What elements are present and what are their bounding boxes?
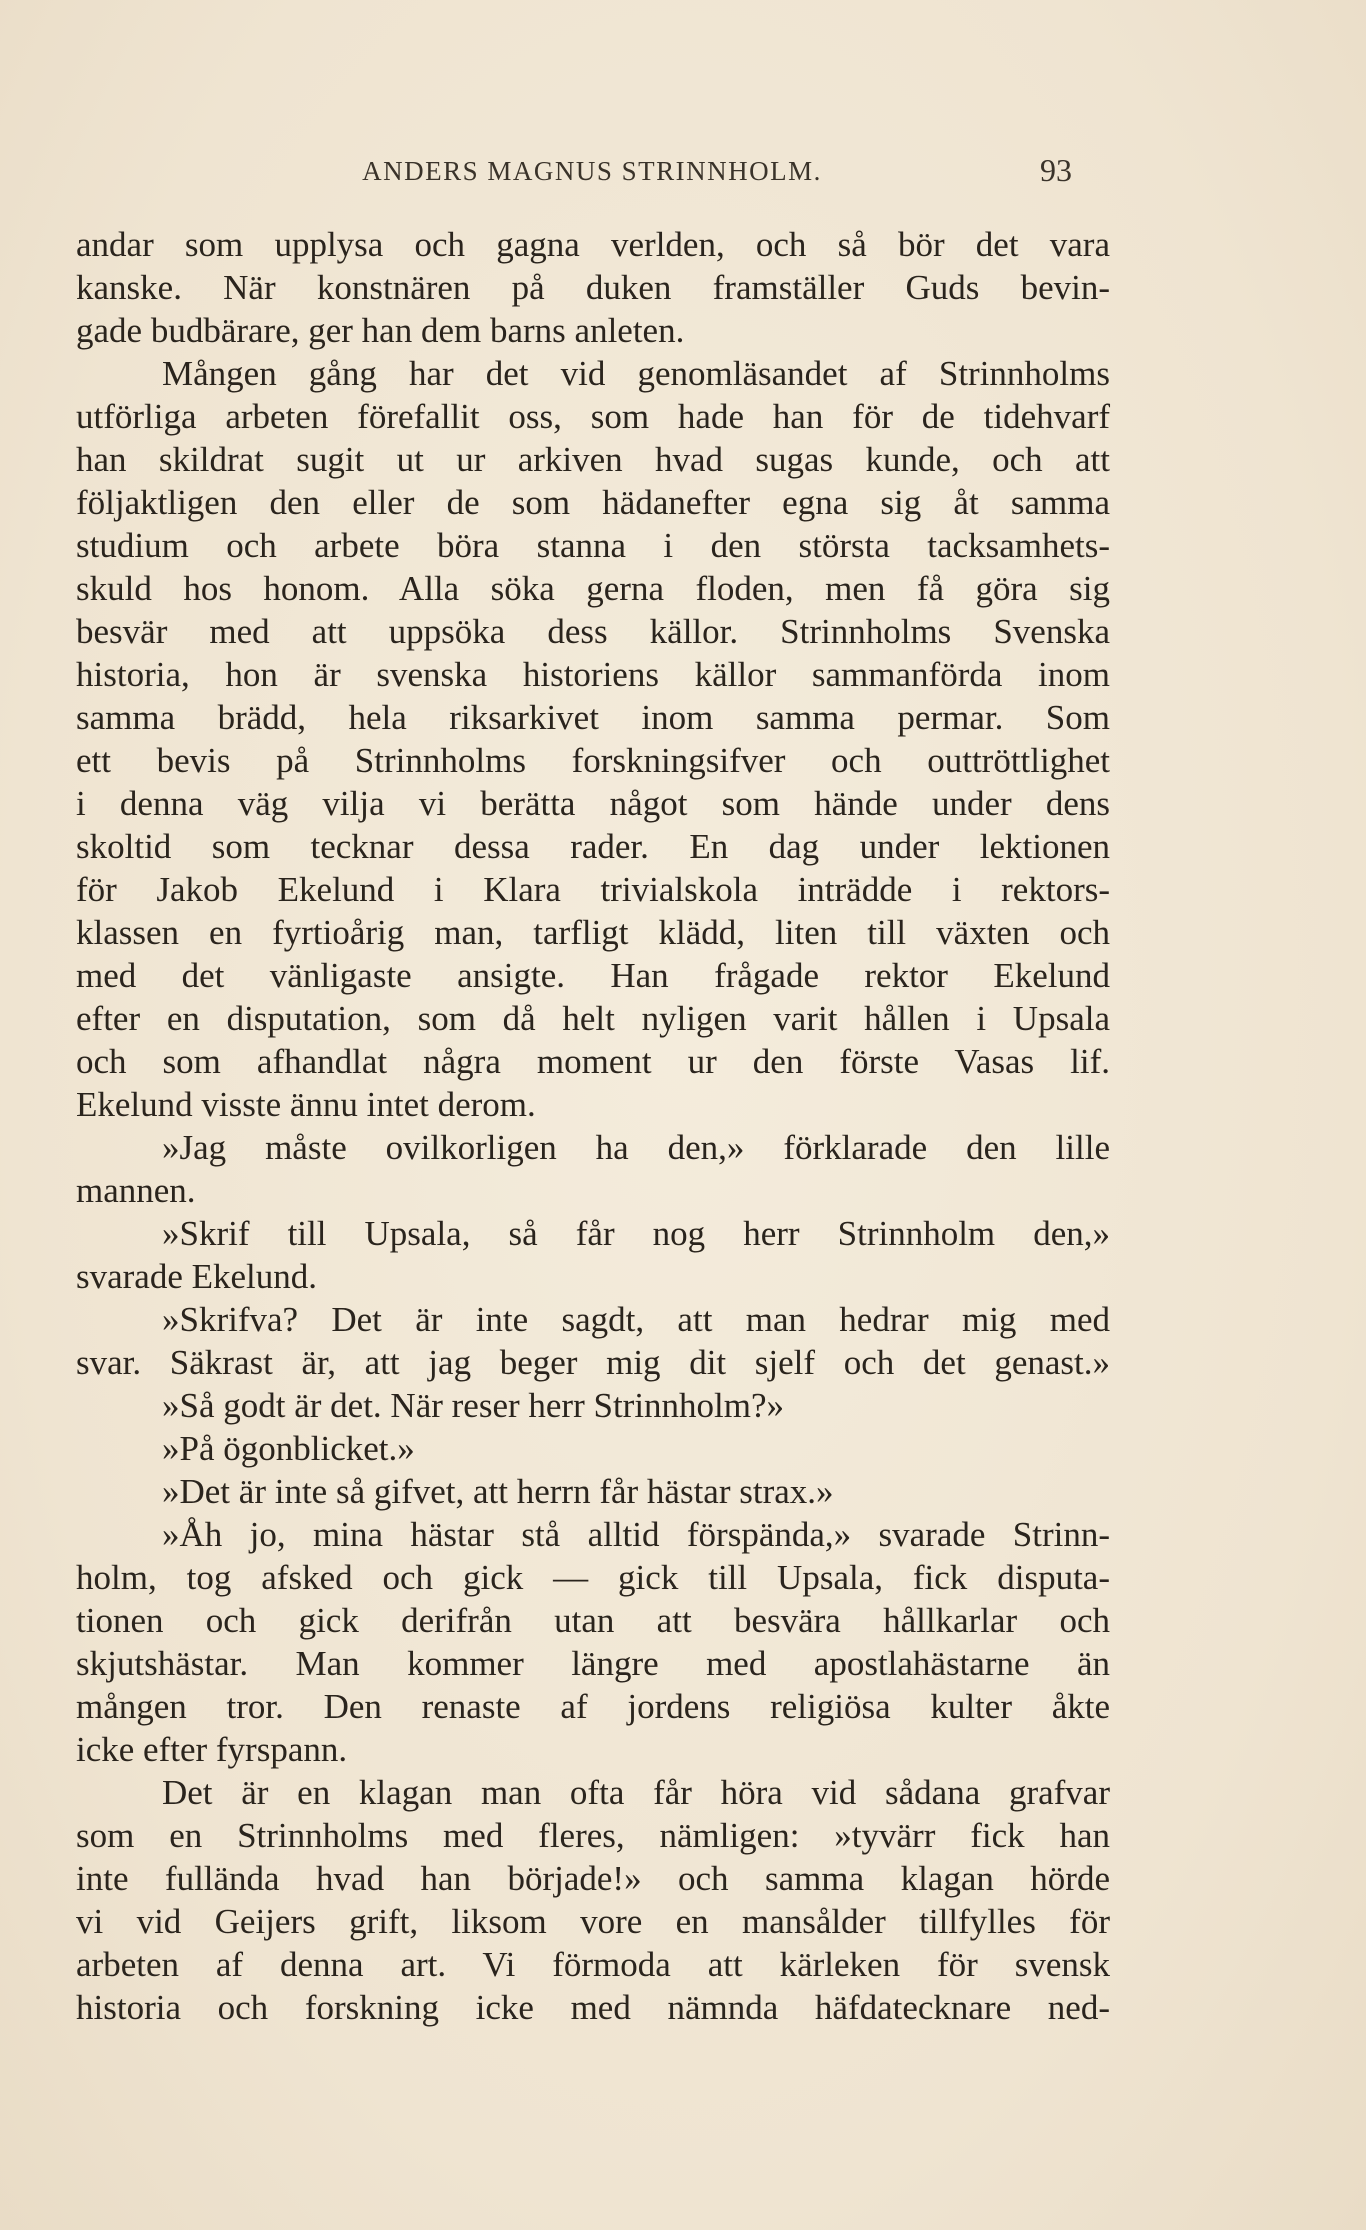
text-line: »Skrifva? Det är inte sagdt, att man hedrar mig med — [162, 1300, 1110, 1339]
text-line: klassen en fyrtioårig man, tarfligt klädd, liten till växten och — [76, 913, 1110, 952]
text-line: historia och forskning icke med nämnda häfdatecknare ned- — [76, 1988, 1110, 2027]
text-line: följaktligen den eller de som hädanefter egna sig åt samma — [76, 483, 1110, 522]
text-line: »Skrif till Upsala, så får nog herr Strinnholm den,» — [162, 1214, 1110, 1253]
text-line: utförliga arbeten förefallit oss, som hade han för de tidehvarf — [76, 397, 1110, 436]
text-line: »Det är inte så gifvet, att herrn får hästar strax.» — [162, 1472, 834, 1511]
text-line: mången tror. Den renaste af jordens religiösa kulter åkte — [76, 1687, 1110, 1726]
text-line: i denna väg vilja vi berätta något som hände under dens — [76, 784, 1110, 823]
text-line: som en Strinnholms med fleres, nämligen: »tyvärr fick han — [76, 1816, 1110, 1855]
text-line: »Jag måste ovilkorligen ha den,» förklarade den lille — [162, 1128, 1110, 1167]
page-number: 93 — [1040, 152, 1072, 188]
text-line: holm, tog afsked och gick — gick till Upsala, fick disputa- — [76, 1558, 1110, 1597]
text-line: arbeten af denna art. Vi förmoda att kärleken för svensk — [76, 1945, 1110, 1984]
text-line: samma brädd, hela riksarkivet inom samma permar. Som — [76, 698, 1110, 737]
text-line: mannen. — [76, 1171, 196, 1210]
text-line: med det vänligaste ansigte. Han frågade rektor Ekelund — [76, 956, 1110, 995]
text-line: Mången gång har det vid genomläsandet af Strinnholms — [162, 354, 1110, 393]
text-line: efter en disputation, som då helt nyligen varit hållen i Upsala — [76, 999, 1110, 1038]
text-line: inte fulländа hvad han började!» och samma klagan hörde — [76, 1859, 1110, 1898]
text-line: »Så godt är det. När reser herr Strinnholm?» — [162, 1386, 785, 1425]
text-line: historia, hon är svenska historiens källor sammanförda inom — [76, 655, 1110, 694]
running-head: ANDERS MAGNUS STRINNHOLM. — [362, 156, 822, 186]
text-line: vi vid Geijers grift, liksom vore en mansålder tillfylles för — [76, 1902, 1110, 1941]
text-line: »På ögonblicket.» — [162, 1429, 415, 1468]
text-line: »Åh jo, mina hästar stå alltid förspända,» svarade Strinn- — [162, 1515, 1110, 1554]
text-line: svar. Säkrast är, att jag beger mig dit sjelf och det genast.» — [76, 1343, 1110, 1382]
text-line: andar som upplysa och gagna verlden, och så bör det vara — [76, 225, 1110, 264]
text-line: och som afhandlat några moment ur den förste Vasas lif. — [76, 1042, 1110, 1081]
body-text — [76, 223, 1110, 2029]
text-line: skuld hos honom. Alla söka gerna floden, men få göra sig — [76, 569, 1110, 608]
text-line: skjutshästar. Man kommer längre med apostlahästarne än — [76, 1644, 1110, 1683]
text-line: kanske. När konstnären på duken framställer Guds bevin- — [76, 268, 1110, 307]
text-line: skoltid som tecknar dessa rader. En dag under lektionen — [76, 827, 1110, 866]
text-line: han skildrat sugit ut ur arkiven hvad sugas kunde, och att — [76, 440, 1110, 479]
text-line: icke efter fyrspann. — [76, 1730, 348, 1769]
text-line: tionen och gick derifrån utan att besvära hållkarlar och — [76, 1601, 1110, 1640]
text-line: besvär med att uppsöka dess källor. Strinnholms Svenska — [76, 612, 1110, 651]
text-line: Det är en klagan man ofta får höra vid sådana grafvar — [162, 1773, 1110, 1812]
text-line: gade budbärare, ger han dem barns anleten. — [76, 311, 685, 350]
text-line: för Jakob Ekelund i Klara trivialskola inträdde i rektors- — [76, 870, 1110, 909]
text-line: studium och arbete böra stanna i den största tacksamhets- — [76, 526, 1110, 565]
text-line: ett bevis på Strinnholms forskningsifver och outtröttlighet — [76, 741, 1110, 780]
text-line: Ekelund visste ännu intet derom. — [76, 1085, 536, 1124]
text-line: svarade Ekelund. — [76, 1257, 318, 1296]
